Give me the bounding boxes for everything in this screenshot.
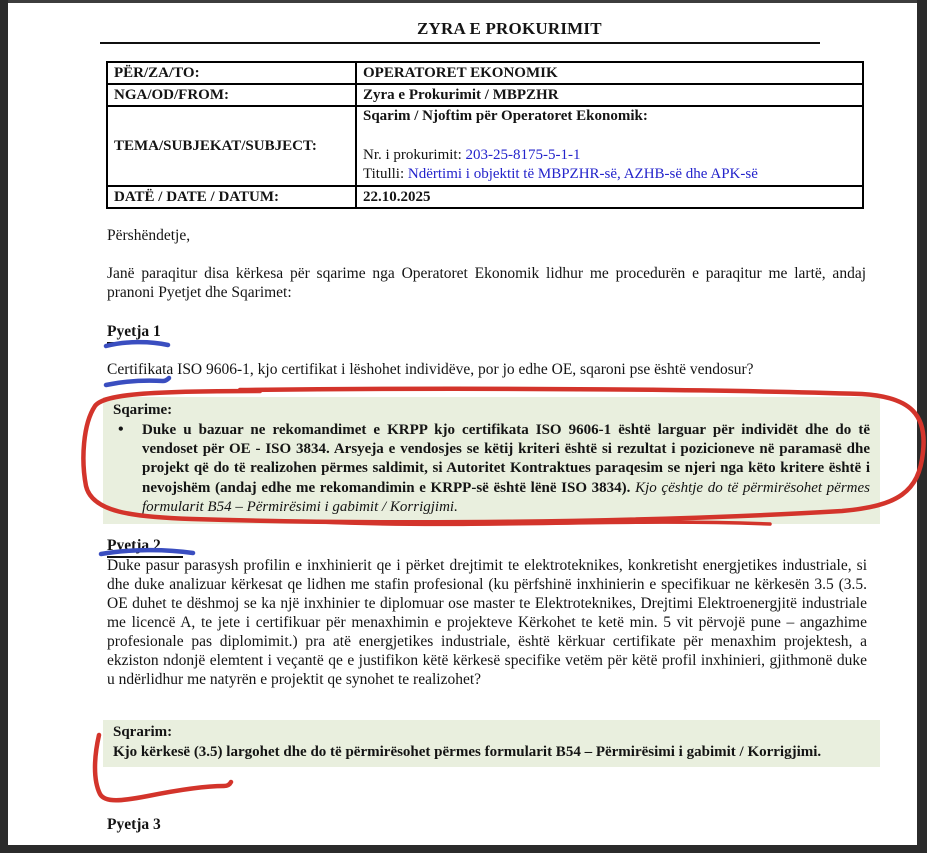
- question-2-text: Duke pasur parasysh profilin e inxhinierit qe i përket drejtimit te elektroteknikes, konkretisht energjetikes industriale, si dhe duke analizuar kërkesat qe lidhen me stafin profesional (ku përfshinë inxhinierin e specifikuar ne kërkesën 3.5 (3.5. OE duhet te dëshmoj se ka një inxhinier te diplomuar ose master te Elektroteknikes, Drejtimi Elektroenergjitë industriale me licencë A, te jete i certifikuar për menaxhimin e projekteve Kërkohet te ketë min. 5 vit përvojë pune – angazhime profesionale pas diplomimit.) pra atë energjetikes industriale, është kërkuar certifikate për menaxhim projektesh, a ekziston ndonjë elemtent i veçantë qe e justifikon këtë kërkesë specifike vetëm për këtë profil inxhinieri, gjithmonë duke u ndërlidhur me natyrën e projektit qe synohet te realizohet?: [107, 557, 867, 688]
- procurement-number-link[interactable]: 203-25-8175-5-1-1: [465, 146, 581, 163]
- procurement-title-link[interactable]: Ndërtimi i objektit të MBPZHR-së, AZHB-së dhe APK-së: [407, 166, 758, 182]
- table-row-to: [107, 62, 863, 84]
- procurement-number-line: [363, 146, 856, 166]
- answer-1-text: [142, 421, 870, 518]
- subject-spacer: [363, 127, 856, 146]
- procurement-number-label: Nr. i prokurimit:: [363, 146, 466, 163]
- table-row-subject: [107, 106, 863, 186]
- answer-1-box: [103, 397, 880, 524]
- title-underline: [100, 42, 820, 44]
- answer-1-italic-part: Kjo çështje do të përmirësohet përmes formularit B54 – Përmirësimi i gabimit / Korrigjimi.: [142, 479, 871, 516]
- procurement-title-line: [363, 165, 856, 185]
- row-to-label: PËR/ZA/TO:: [107, 62, 356, 84]
- answer-2-box: [103, 720, 880, 767]
- subject-heading: Sqarim / Njoftim për Operatoret Ekonomik:: [363, 108, 648, 124]
- greeting-text: Përshëndetje,: [107, 227, 191, 244]
- table-row-date: [107, 186, 863, 208]
- question-2-heading-wrap: [107, 536, 183, 558]
- answer-2-heading: Sqrarim:: [113, 724, 173, 740]
- blue-underline-certifikata: [106, 378, 169, 385]
- row-from-value: Zyra e Prokurimit / MBPZHR: [356, 84, 863, 106]
- header-table: [106, 61, 864, 209]
- page-title: ZYRA E PROKURIMIT: [417, 19, 602, 38]
- bullet-icon: •: [118, 420, 124, 438]
- question-1-text: Certifikata ISO 9606-1, kjo certifikat i lëshohet individëve, por jo edhe OE, sqaroni pse është vendosur?: [107, 361, 754, 378]
- answer-1-bullet-item: [113, 421, 870, 518]
- row-subject-label: TEMA/SUBJEKAT/SUBJECT:: [107, 106, 356, 186]
- viewer-edge-top: [0, 0, 927, 3]
- row-date-value: 22.10.2025: [356, 186, 863, 208]
- intro-paragraph: Janë paraqitur disa kërkesa për sqarime nga Operatoret Ekonomik lidhur me procedurën e paraqitur me lartë, andaj pranoni Pyetjet dhe Sqarimet:: [107, 265, 866, 301]
- viewer-edge-bottom: [0, 845, 927, 853]
- answer-1-heading: Sqarime:: [113, 402, 173, 418]
- viewer-edge-right: [917, 0, 927, 853]
- question-2-heading: Pyetja 2: [107, 536, 183, 558]
- answer-1-bold-part: Duke u bazuar ne rekomandimet e KRPP kjo certifikata ISO 9606-1 është larguar për individët dhe do të vendoset për OE - ISO 3834. Arsyeja e vendosjes se këtij kriteri është si rezultat i pozicioneve në paramasë dhe projekt që do të realizohen përmes saldimit, si Autoritet Kontraktues paraqesim se njeri nga këto kritere është i nevojshëm (andaj edhe me rekomandimin e KRPP-së është lënë ISO 3834).: [142, 421, 870, 496]
- procurement-title-label: Titulli:: [363, 166, 408, 182]
- viewer-edge-left: [0, 0, 8, 853]
- row-date-label: DATË / DATE / DATUM:: [107, 186, 356, 208]
- row-to-value: OPERATORET EKONOMIK: [356, 62, 863, 84]
- row-from-label: NGA/OD/FROM:: [107, 84, 356, 106]
- question-3-heading: Pyetja 3: [107, 816, 161, 833]
- answer-2-text: Kjo kërkesë (3.5) largohet dhe do të përmirësohet përmes formularit B54 – Përmirësimi i gabimit / Korrigjimi.: [113, 743, 822, 760]
- table-row-from: [107, 84, 863, 106]
- question-3-heading-wrap: [107, 815, 161, 835]
- question-1-heading-wrap: [107, 322, 161, 344]
- question-1-heading: Pyetja 1: [107, 322, 161, 344]
